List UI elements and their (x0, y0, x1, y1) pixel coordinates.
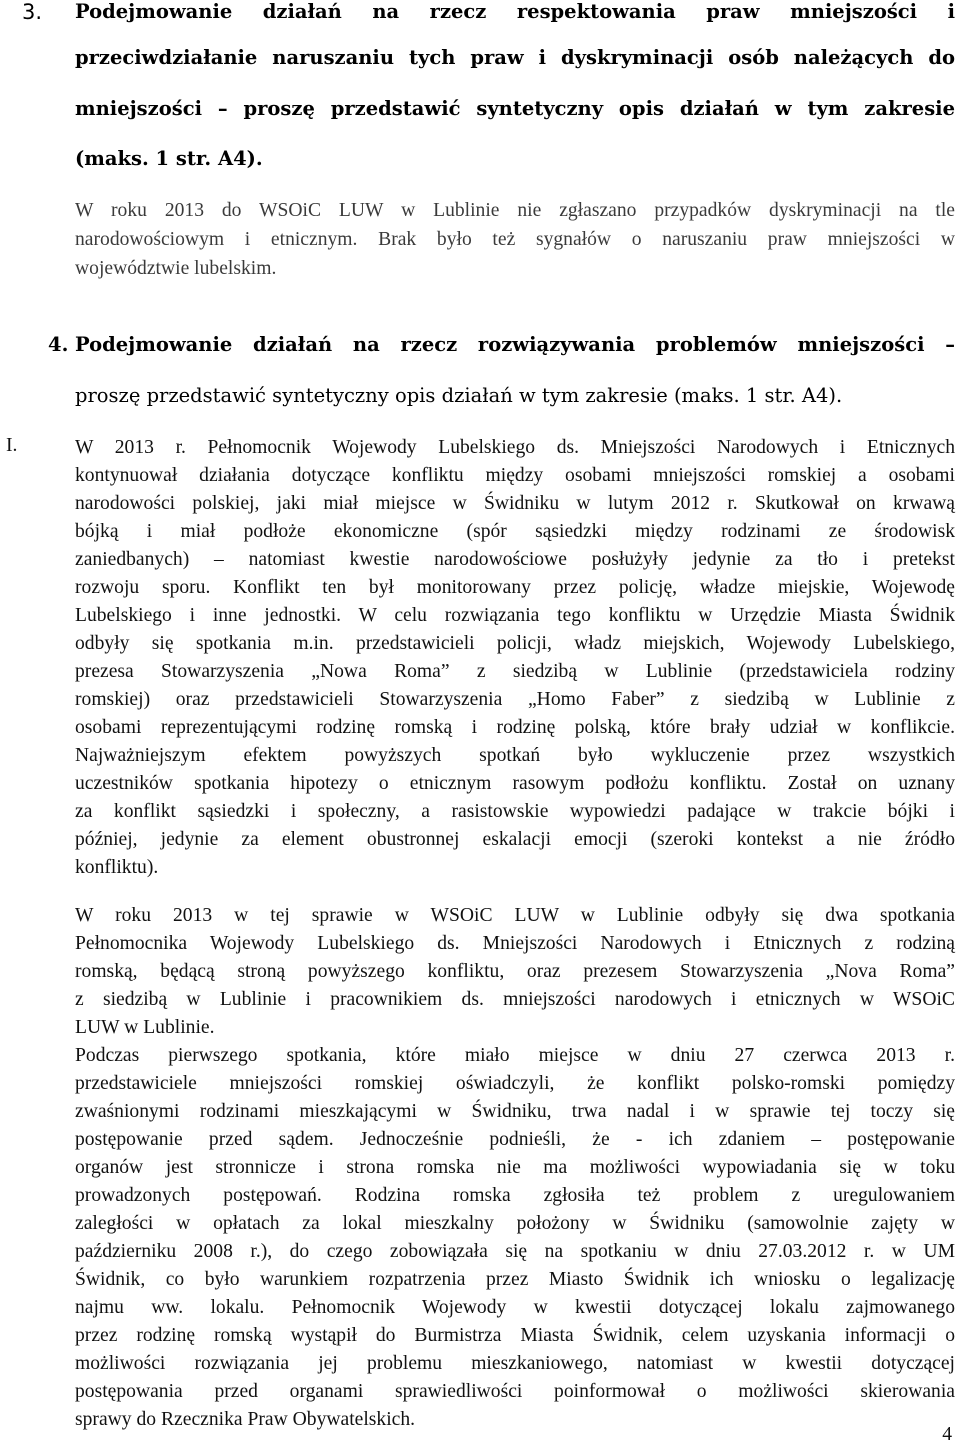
text-line: romską, będącą stroną powyższego konfliktu, oraz prezesem Stowarzyszenia „Nova Roma” (75, 961, 955, 982)
heading-line: Podejmowanie działań na rzecz respektowania praw mniejszości i (75, 0, 955, 23)
text-line: przedstawiciele mniejszości romskiej oświadczyli, że konflikt polsko-romski pomiędzy (75, 1073, 955, 1094)
text-line: W 2013 r. Pełnomocnik Wojewody Lubelskiego ds. Mniejszości Narodowych i Etnicznych (75, 437, 955, 458)
text-line: postępowanie przed sądem. Jednocześnie podnieśli, że - ich zdaniem – postępowanie (75, 1129, 955, 1150)
text-line: LUW w Lublinie. (75, 1017, 215, 1038)
text-line: sprawy do Rzecznika Praw Obywatelskich. (75, 1409, 416, 1430)
text-line: przez rodzinę romską wystąpił do Burmistrza Miasta Świdnik, celem uzyskania informacji o (75, 1325, 955, 1346)
text-line: najmu ww. lokalu. Pełnomocnik Wojewody w kwestii dotyczącej lokalu zajmowanego (75, 1297, 955, 1318)
text-line: konfliktu). (75, 857, 159, 878)
text-line: Podczas pierwszego spotkania, które miało miejsce w dniu 27 czerwca 2013 r. (75, 1045, 955, 1066)
text-line: Najważniejszym efektem powyższych spotkań było wykluczenie przez wszystkich (75, 745, 955, 766)
text-line: postępowania przed organami sprawiedliwości poinformował o możliwości skierowania (75, 1381, 955, 1402)
text-line: Lubelskiego i inne jednostki. W celu rozwiązania tego konfliktu w Urzędzie Miasta Świdnik (75, 605, 955, 626)
text-line: zaległości w opłatach za lokal mieszkalny położony w Świdniku (samowolnie zajęty w (75, 1213, 955, 1234)
text-line: W roku 2013 w tej sprawie w WSOiC LUW w Lublinie odbyły się dwa spotkania (75, 905, 955, 926)
text-line: kontynuował działania dotyczące konfliktu między osobami mniejszości romskiej a osobami (75, 465, 955, 486)
text-line: prowadzonych postępowań. Rodzina romska zgłosiła też problem z uregulowaniem (75, 1185, 955, 1206)
heading-line: (maks. 1 str. A4). (75, 147, 263, 170)
text-line: uczestników spotkania hipotezy o etnicznym rasowym podłożu konfliktu. Został on uznany (75, 773, 955, 794)
text-line: za konflikt sąsiedzki i społeczny, a rasistowskie wypowiedzi padające w trakcie bójki i (75, 801, 955, 822)
text-line: osobami reprezentującymi rodzinę romską i rodzinę polską, które brały udział w konflikcie. (75, 717, 955, 738)
text-line: z siedzibą w Lublinie i pracownikiem ds. mniejszości narodowych i etnicznych w WSOiC (75, 989, 955, 1010)
text-line: możliwości rozwiązania jej problemu mieszkaniowego, natomiast w kwestii dotyczącej (75, 1353, 955, 1374)
text-line: październiku 2008 r.), do czego zobowiązała się na spotkaniu w dniu 27.03.2012 r. w UM (75, 1241, 955, 1262)
heading-line: przeciwdziałanie naruszaniu tych praw i dyskryminacji osób należących do (75, 46, 955, 69)
text-line: organów jest stronnicze i strona romska nie ma możliwości wypowiadania się w toku (75, 1157, 955, 1178)
page-number: 4 (942, 1424, 952, 1445)
heading-line: proszę przedstawić syntetyczny opis działań w tym zakresie (maks. 1 str. A4). (75, 384, 843, 407)
text-line: Świdnik, co było warunkiem rozpatrzenia przez Miasto Świdnik ich wniosku o legalizację (75, 1269, 955, 1290)
text-line: romskiej) oraz przedstawicieli Stowarzyszenia „Homo Faber” z siedzibą w Lublinie z (75, 689, 955, 710)
text-line: województwie lubelskim. (75, 258, 277, 279)
text-line: narodowości polskiej, jaki miał miejsce w Świdniku w lutym 2012 r. Skutkował on krwawą (75, 493, 955, 514)
text-line: zwaśnionymi rodzinami mieszkającymi w Świdniku, trwa nadal i w sprawie tej toczy się (75, 1101, 955, 1122)
text-line: później, jedynie za element obustronnej eskalacji emocji (szeroki kontekst a nie źródło (75, 829, 955, 850)
text-line: W roku 2013 do WSOiC LUW w Lublinie nie zgłaszano przypadków dyskryminacji na tle (75, 200, 955, 221)
heading-line: mniejszości – proszę przedstawić syntetyczny opis działań w tym zakresie (75, 97, 955, 120)
text-line: narodowościowym i etnicznym. Brak było też sygnałów o naruszaniu praw mniejszości w (75, 229, 955, 250)
text-line: prezesa Stowarzyszenia „Nowa Roma” z siedzibą w Lublinie (przedstawiciela rodziny (75, 661, 955, 682)
text-line: rozwoju sporu. Konflikt ten był monitorowany przez policję, władze miejskie, Wojewodę (75, 577, 955, 598)
section-number: 4. (48, 333, 69, 356)
text-line: zaniedbanych) – natomiast kwestie narodowościowe posłużyły jedynie za tło i pretekst (75, 549, 955, 570)
section-number: 3. (22, 0, 43, 24)
text-line: bójką i miał podłoże ekonomiczne (spór sąsiedzki między rodzinami ze środowisk (75, 521, 955, 542)
text-line: Pełnomocnika Wojewody Lubelskiego ds. Mniejszości Narodowych i Etnicznych z rodziną (75, 933, 955, 954)
heading-line: Podejmowanie działań na rzecz rozwiązywania problemów mniejszości – (75, 333, 955, 356)
list-marker: I. (6, 435, 18, 456)
text-line: odbyły się spotkania m.in. przedstawicieli policji, władz miejskich, Wojewody Lubelskiego, (75, 633, 955, 654)
